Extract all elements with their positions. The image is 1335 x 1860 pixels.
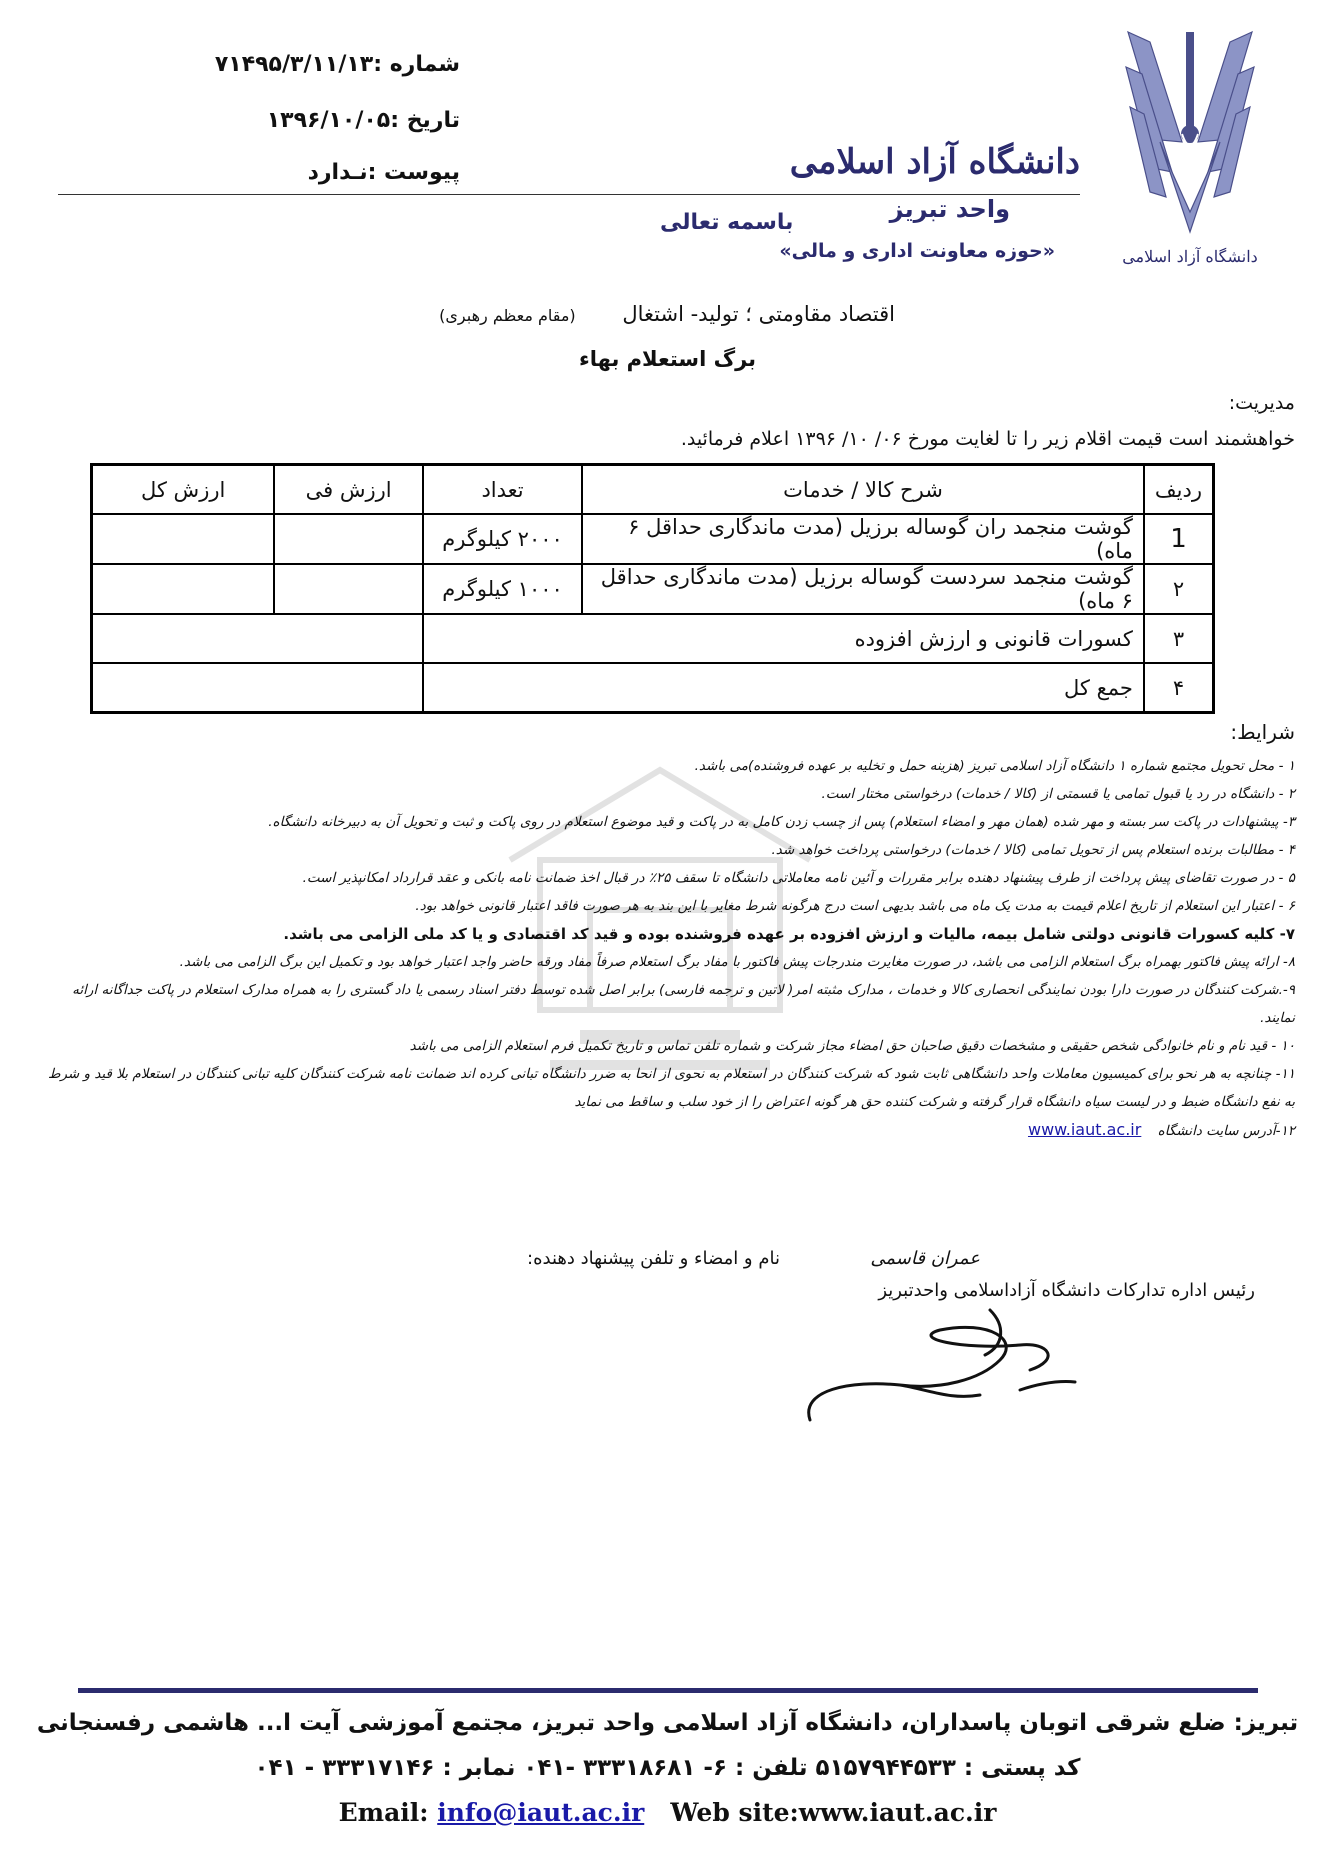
footer-address: تبریز: ضلع شرقی اتوبان پاسداران، دانشگاه آزاد اسلامی واحد تبریز، مجتمع آموزشی آیت ا... هاشمی رفسنجانی [36,1710,1299,1736]
table-row-deductions [92,614,1214,663]
letter-number-label: شماره : [373,52,460,77]
condition-item: ۳- پیشنهادات در پاکت سر بسته و مهر شده (همان مهر و امضاء استعلام) پس از چسب زدن کامل به در پاکت و قید موضوع استعلام در روی پاکت و ثبت و تحویل آن به دبیرخانه دانشگاه. [268,814,1295,830]
slogan-text: اقتصاد مقاومتی ؛ تولید- اشتغال [622,302,895,326]
header-unit-price: ارزش فی [274,465,423,515]
letter-number [160,52,460,77]
condition-item: ۵ - در صورت تقاضای پیش پرداخت از طرف پیشنهاد دهنده برابر مقررات و آئین نامه معاملاتی دانشگاه تا سقف ۲۵٪ در قبال اخذ ضمانت نامه بانکی و عقد قرارداد امکانپذیر است. [302,870,1295,886]
row-description: گوشت منجمد ران گوساله برزیل (مدت ماندگاری حداقل ۶ ماه) [582,514,1144,564]
letter-date-value: ۱۳۹۶/۱۰/۰۵ [266,108,391,133]
condition-item: ۷- کلیه کسورات قانونی دولتی شامل بیمه، مالیات و ارزش افزوده بر عهده فروشنده بوده و قید کد اقتصادی و یا کد ملی الزامی می باشد. [283,925,1295,943]
letter-attachment-value: نـدارد [307,160,368,185]
logo-caption: دانشگاه آزاد اسلامی [1122,247,1258,266]
row-description: کسورات قانونی و ارزش افزوده [423,614,1144,663]
letter-attachment [160,160,460,185]
header-description: شرح کالا / خدمات [582,465,1144,515]
table-row [92,514,1214,564]
row-total-price [92,564,275,614]
conditions-list [45,752,1295,1145]
slogan [439,302,895,326]
row-quantity: ۲۰۰۰ کیلوگرم [423,514,582,564]
row-unit-price [274,514,423,564]
table-row-grand-total [92,663,1214,713]
condition-item: ۱ - محل تحویل مجتمع شماره ۱ دانشگاه آزاد اسلامی تبریز (هزینه حمل و تخلیه بر عهده فروشنده)می باشد. [694,758,1295,774]
department-name: «حوزه معاونت اداری و مالی» [779,240,1055,262]
condition-item: ۸- ارائه پیش فاکتور بهمراه برگ استعلام الزامی می باشد، در صورت مغایرت مندرجات پیش فاکتور با مفاد برگ استعلام صرفاً مفاد ورقه حاضر واجد اعتبار خواهد بود و تکمیل این برگ الزامی می باشد. [179,954,1295,970]
footer-contact: کد پستی : ۵۱۵۷۹۴۴۵۳۳ تلفن : ۶- ۳۳۳۱۸۶۸۱ -۰۴۱ نمابر : ۳۳۳۱۷۱۴۶ - ۰۴۱ [254,1755,1081,1781]
website-label: ۱۲-آدرس سایت دانشگاه [1157,1123,1295,1139]
university-name: دانشگاه آزاد اسلامی [789,142,1080,182]
row-quantity: ۱۰۰۰ کیلوگرم [423,564,582,614]
header-row-number: ردیف [1144,465,1214,515]
row-total-price [92,514,275,564]
website-link[interactable]: www.iaut.ac.ir [1027,1120,1142,1139]
header-total-price: ارزش کل [92,465,275,515]
condition-item: ۱۰ - قید نام و نام خانوادگی شخص حقیقی و مشخصات دقیق صاحبان حق امضاء مجاز شرکت و شماره تلفن تماس و تاریخ تکمیل فرم استعلام الزامی می باشد [409,1038,1295,1054]
university-logo [1120,22,1260,272]
row-unit-price [274,564,423,614]
row-number: ۲ [1144,564,1214,614]
offerer-label: نام و امضاء و تلفن پیشنهاد دهنده: [527,1248,780,1269]
website-text[interactable]: Web site:www.iaut.ac.ir [670,1798,997,1827]
condition-item: ۹-.شرکت کنندگان در صورت دارا بودن نمایندگی انحصاری کالا و خدمات ، مدارک مثبته امر( لاتین و ترجمه فارسی) برابر اصل شده توسط دفتر اسناد رسمی یا داد گستری را به همراه مدارک استعلام در پاکت جداگانه ارائه نمایند. [72,982,1295,1026]
signer-title: رئیس اداره تدارکات دانشگاه آزاداسلامی واحدتبریز [878,1280,1255,1301]
conditions-title: شرایط: [1230,720,1295,744]
signer-name: عمران قاسمی [870,1248,980,1269]
email-link[interactable]: info@iaut.ac.ir [437,1798,645,1827]
email-label: Email: [338,1798,429,1827]
row-number: ۳ [1144,614,1214,663]
items-table [90,463,1215,714]
row-deductions-value [92,614,424,663]
row-number: ۴ [1144,663,1214,713]
addressee: مدیریت: [1228,392,1295,414]
condition-item: ۴ - مطالبات برنده استعلام پس از تحویل تمامی (کالا / خدمات) درخواستی پرداخت خواهد شد. [771,842,1295,858]
handwritten-signature [790,1290,1090,1440]
footer-email-line [0,1798,1335,1827]
footer-divider [78,1688,1258,1693]
condition-item: ۱۱- چنانچه به هر نحو برای کمیسیون معاملات واحد دانشگاهی ثابت شود که شرکت کنندگان در استعلام به نحوی از انحا به ضرر دانشگاه تبانی کرده اند ضمانت نامه شرکت کنندگان کلیه تبانی کنندگان در استعلام بلا قید و شرط به نفع دانشگاه ضبط و در لیست سیاه دانشگاه قرار گرفته و شرکت کننده حق هر گونه اعتراض را از خود سلب و ساقط می نماید [48,1066,1295,1110]
letter-date-label: تاریخ : [390,108,460,133]
row-description: گوشت منجمد سردست گوساله برزیل (مدت ماندگاری حداقل ۶ ماه) [582,564,1144,614]
table-row [92,564,1214,614]
bismillah: باسمه تعالی [660,210,794,235]
request-text: خواهشمند است قیمت اقلام زیر را تا لغایت مورخ ۰۶/ ۱۰/ ۱۳۹۶ اعلام فرمائید. [680,428,1295,450]
letter-attachment-label: پیوست : [367,160,460,185]
form-title: برگ استعلام بهاء [578,347,757,371]
header-quantity: تعداد [423,465,582,515]
row-number: 1 [1144,514,1214,564]
row-grand-total-value [92,663,424,713]
slogan-source: (مقام معظم رهبری) [439,306,576,325]
table-header-row [92,465,1214,515]
condition-item: ۶ - اعتبار این استعلام از تاریخ اعلام قیمت به مدت یک ماه می باشد بدیهی است درج هرگونه شرط مغایر با این بند به هر صورت فاقد اعتبار قانونی خواهد بود. [415,898,1295,914]
condition-item-website [45,1116,1295,1145]
unit-name: واحد تبریز [889,195,1010,223]
condition-item: ۲ - دانشگاه در رد یا قبول تمامی یا قسمتی از (کالا / خدمات) درخواستی مختار است. [821,786,1295,802]
letter-date [160,108,460,133]
row-description: جمع کل [423,663,1144,713]
header-divider [58,194,1080,195]
letter-number-value: ۷۱۴۹۵/۳/۱۱/۱۳ [214,52,374,77]
